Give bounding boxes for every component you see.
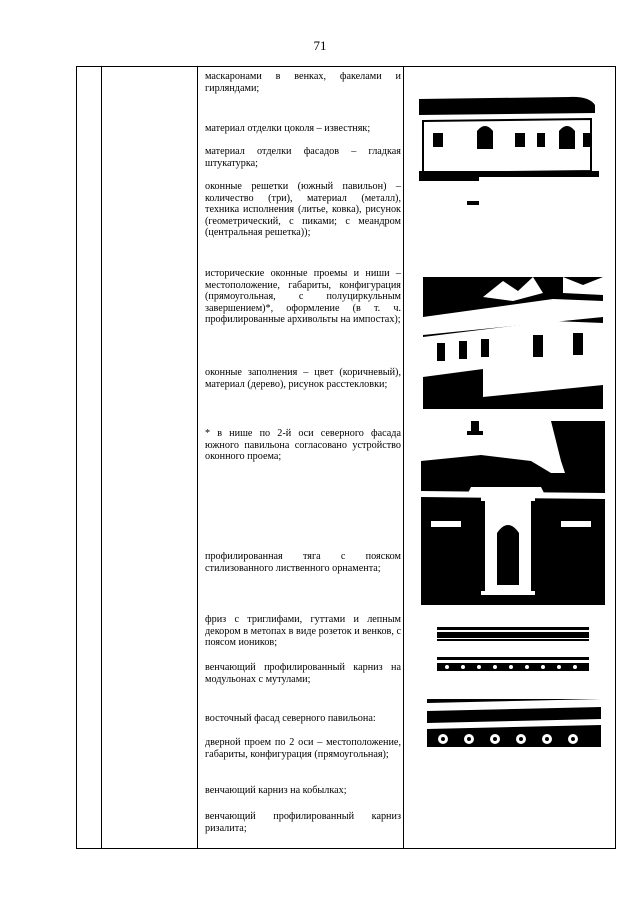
text-paragraph: фриз с триглифами, гуттами и лепным декором в метопах в виде розеток и венков, с поясом иоников;: [205, 614, 401, 649]
object-table: [76, 66, 616, 849]
text-paragraph: оконные решетки (южный павильон) – количество (три), материал (металл), техника исполнения (литье, ковка), рисунок (геометрический, с пиками; с меандром (центральная решетка));: [205, 181, 401, 239]
photo-pavilion-corner-icon: [423, 277, 603, 409]
text-paragraph: восточный фасад северного павильона:: [205, 713, 376, 724]
text-paragraph: венчающий профилированный карниз на модульонах с мутулами;: [205, 662, 401, 685]
text-paragraph: венчающий карниз на кобылках;: [205, 785, 347, 796]
column-divider: [101, 67, 102, 848]
text-paragraph: дверной проем по 2 оси – местоположение, габариты, конфигурация (прямоугольная);: [205, 737, 401, 760]
photo-doorway-niche-icon: [421, 421, 605, 605]
text-paragraph: оконные заполнения – цвет (коричневый), материал (дерево), рисунок расстекловки;: [205, 367, 401, 390]
text-paragraph: материал отделки фасадов – гладкая штукатурка;: [205, 146, 401, 169]
photo-artifact-mark: [467, 201, 479, 205]
column-divider: [403, 67, 404, 848]
text-paragraph: профилированная тяга с пояском стилизованного лиственного орнамента;: [205, 551, 401, 574]
text-paragraph: венчающий профилированный карниз ризалита;: [205, 811, 401, 834]
column-divider: [197, 67, 198, 848]
photo-cornice-strip-icon: [437, 657, 589, 673]
photo-pavilion-facade-icon: [419, 91, 599, 181]
text-paragraph: исторические оконные проемы и ниши – местоположение, габариты, конфигурация (прямоугольная, с полуциркульным завершением)*, оформление (в т. ч. профилированные архивольты на импостах);: [205, 268, 401, 326]
photo-cornice-modillions-icon: [427, 699, 601, 751]
text-paragraph: материал отделки цоколя – известняк;: [205, 123, 371, 134]
text-paragraph: * в нише по 2-й оси северного фасада южного павильона согласовано устройство оконного проема;: [205, 428, 401, 463]
page-number: 71: [313, 38, 327, 53]
photo-frieze-strip-icon: [437, 627, 589, 641]
text-paragraph: маскаронами в венках, факелами и гирляндами;: [205, 71, 401, 94]
